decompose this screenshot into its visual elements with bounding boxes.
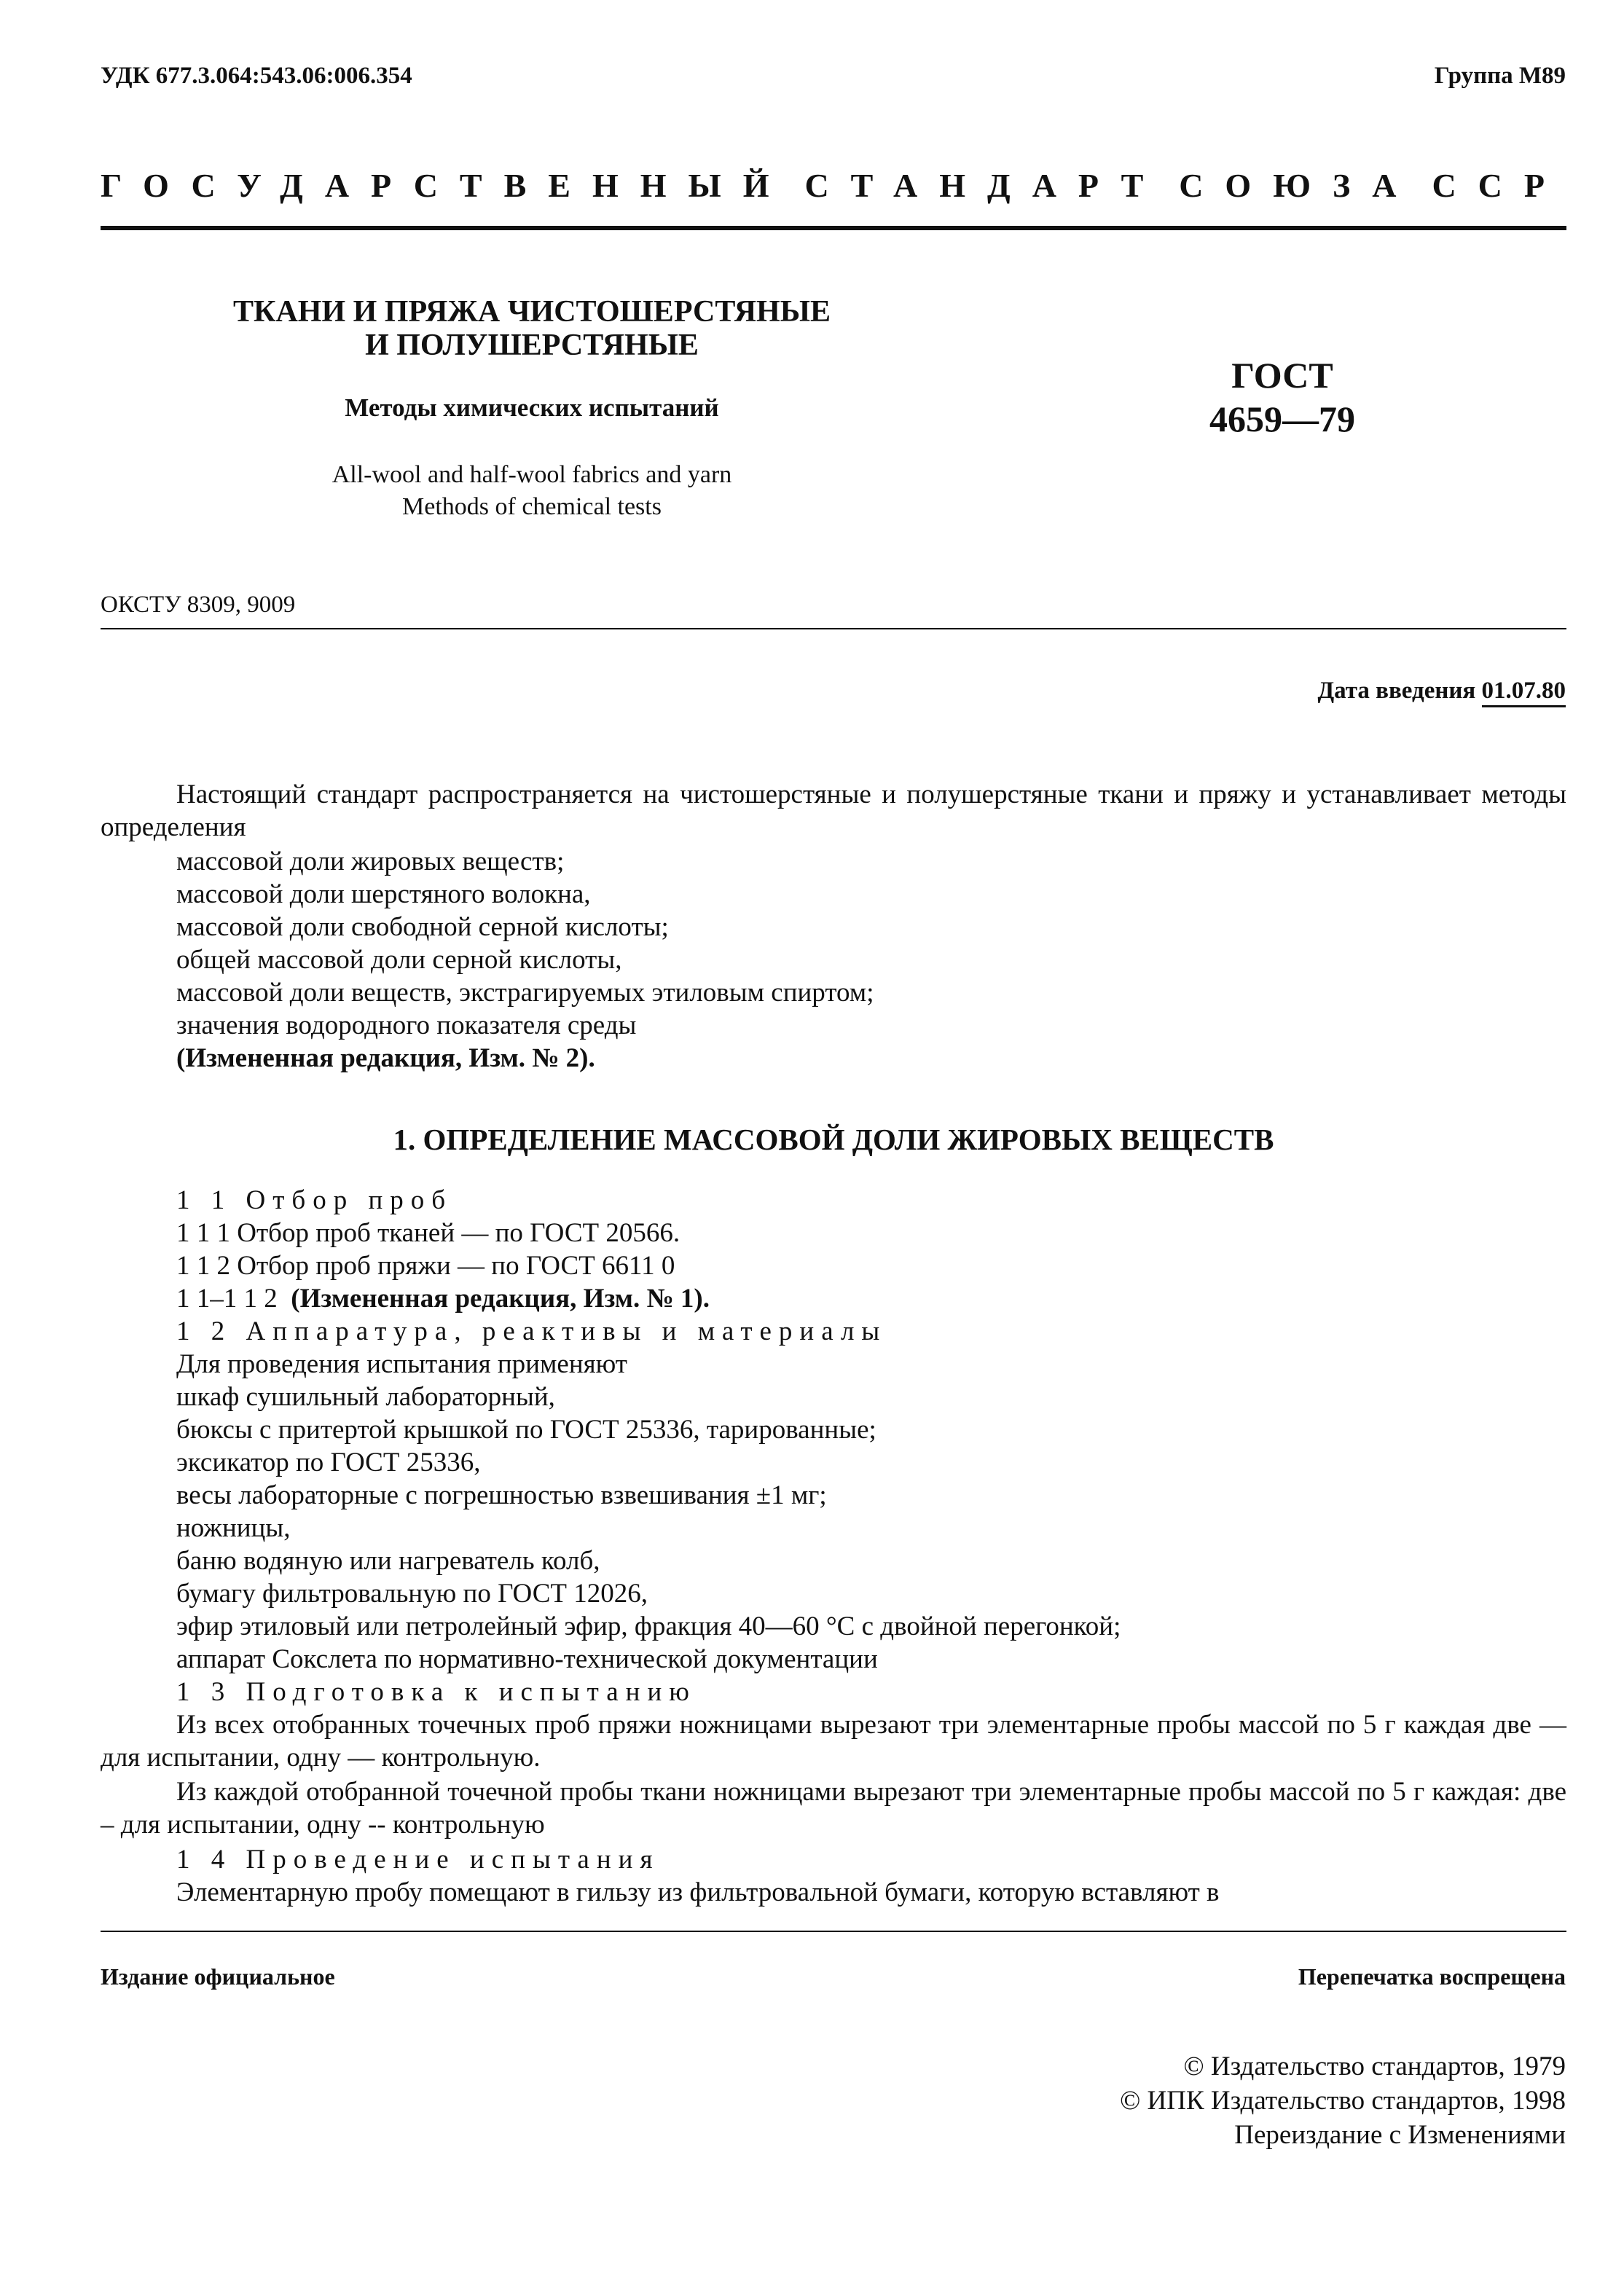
reissue-note: Переиздание с Изменениями [1234,2120,1566,2150]
okstu-code: ОКСТУ 8309, 9009 [101,592,296,618]
clause-1-4: 1 4 Проведение испытания [176,1845,660,1874]
equipment-item: эксикатор по ГОСТ 25336, [176,1448,481,1477]
section-1-heading: 1. ОПРЕДЕЛЕНИЕ МАССОВОЙ ДОЛИ ЖИРОВЫХ ВЕЩЕСТВ [393,1123,1274,1156]
intro-paragraph: Настоящий стандарт распространяется на чистошерстяные и полушерстяные ткани и пряжу и устанавливает методы определения [101,780,1566,842]
state-word-3: СОЮЗА [1179,167,1419,204]
equipment-item: весы лабораторные с погрешностью взвешивания ±1 мг; [176,1480,827,1510]
document-title [211,295,852,362]
date-value: 01.07.80 [1482,678,1566,707]
intro-item-5: массовой доли веществ, экстрагируемых этиловым спиртом; [176,978,874,1008]
intro-item-6: значения водородного показателя среды [176,1010,637,1040]
clause-1-3: 1 3 Подготовка к испытанию [176,1677,697,1707]
clause-1-1-2: 1 1 2 Отбор проб пряжи — по ГОСТ 6611 0 [176,1251,675,1281]
equipment-item: баню водяную или нагреватель колб, [176,1546,600,1576]
equipment-item: шкаф сушильный лабораторный, [176,1382,555,1412]
equipment-item: эфир этиловый или петролейный эфир, фракция 40—60 °С с двойной перегонкой; [176,1611,1121,1641]
copyright-1979: © Издательство стандартов, 1979 [1183,2052,1566,2081]
clause-amendment: (Измененная редакция, Изм. № 1). [291,1284,710,1314]
equipment-item: бумагу фильтровальную по ГОСТ 12026, [176,1579,648,1609]
clause-1-3-paragraph-2: Из каждой отобранной точечной пробы ткани ножницами вырезают три элементарные пробы массой по 5 г каждая: две – для испытании, одну -- контрольную [101,1777,1566,1840]
title-line-1: ТКАНИ И ПРЯЖА ЧИСТОШЕРСТЯНЫЕ [233,295,831,329]
gost-code [1195,353,1370,441]
equipment-item: аппарат Сокслета по нормативно-технической документации [176,1644,878,1674]
intro-amendment: (Измененная редакция, Изм. № 2). [176,1043,595,1073]
english-title-line-2: Methods of chemical tests [402,493,662,520]
state-word-1: ГОСУДАРСТВЕННЫЙ [101,167,791,204]
clause-1-3-paragraph-1: Из всех отобранных точечных проб пряжи ножницами вырезают три элементарные пробы массой по 5 г каждая две — для испытании, одну — контрольную. [101,1710,1566,1773]
title-line-2: И ПОЛУШЕРСТЯНЫЕ [365,329,699,362]
official-edition: Издание официальное [101,1963,335,1990]
group-code: Группа М89 [1434,63,1566,89]
udk-code: УДК 677.3.064:543.06:006.354 [101,63,412,89]
english-title [211,459,852,523]
footer-rule [101,1931,1566,1932]
header-rule [101,226,1566,230]
clause-range: 1 1–1 1 2 [176,1284,278,1314]
equipment-item: бюксы с притертой крышкой по ГОСТ 25336, тарированные; [176,1415,876,1445]
intro-item-1: массовой доли жировых веществ; [176,847,565,876]
intro-item-4: общей массовой доли серной кислоты, [176,945,622,975]
date-label: Дата введения [1317,678,1476,704]
date-of-introduction [1317,678,1566,704]
state-word-2: СТАНДАРТ [804,167,1166,204]
clause-1-2-intro: Для проведения испытания применяют [176,1349,627,1379]
intro-item-2: массовой доли шерстяного волокна, [176,879,591,909]
equipment-item: ножницы, [176,1513,291,1543]
clause-1-1-amendment [176,1282,710,1315]
state-word-4: ССР [1432,167,1566,204]
state-standard-title [101,166,1566,205]
clause-1-2: 1 2 Аппаратура, реактивы и материалы [176,1316,887,1346]
intro-item-3: массовой доли свободной серной кислоты; [176,912,669,942]
gost-number: 4659—79 [1209,399,1355,439]
clause-1-4-paragraph-1: Элементарную пробу помещают в гильзу из фильтровальной бумаги, которую вставляют в [176,1877,1220,1907]
document-subtitle: Методы химических испытаний [345,393,719,422]
okstu-rule [101,628,1566,629]
copyright-1998: © ИПК Издательство стандартов, 1998 [1120,2086,1566,2116]
gost-label: ГОСТ [1231,355,1333,396]
clause-1-1-1: 1 1 1 Отбор проб тканей — по ГОСТ 20566. [176,1218,680,1248]
reprint-prohibited: Перепечатка воспрещена [1298,1963,1566,1990]
english-title-line-1: All-wool and half-wool fabrics and yarn [332,461,732,488]
clause-1-1: 1 1 Отбор проб [176,1185,453,1215]
